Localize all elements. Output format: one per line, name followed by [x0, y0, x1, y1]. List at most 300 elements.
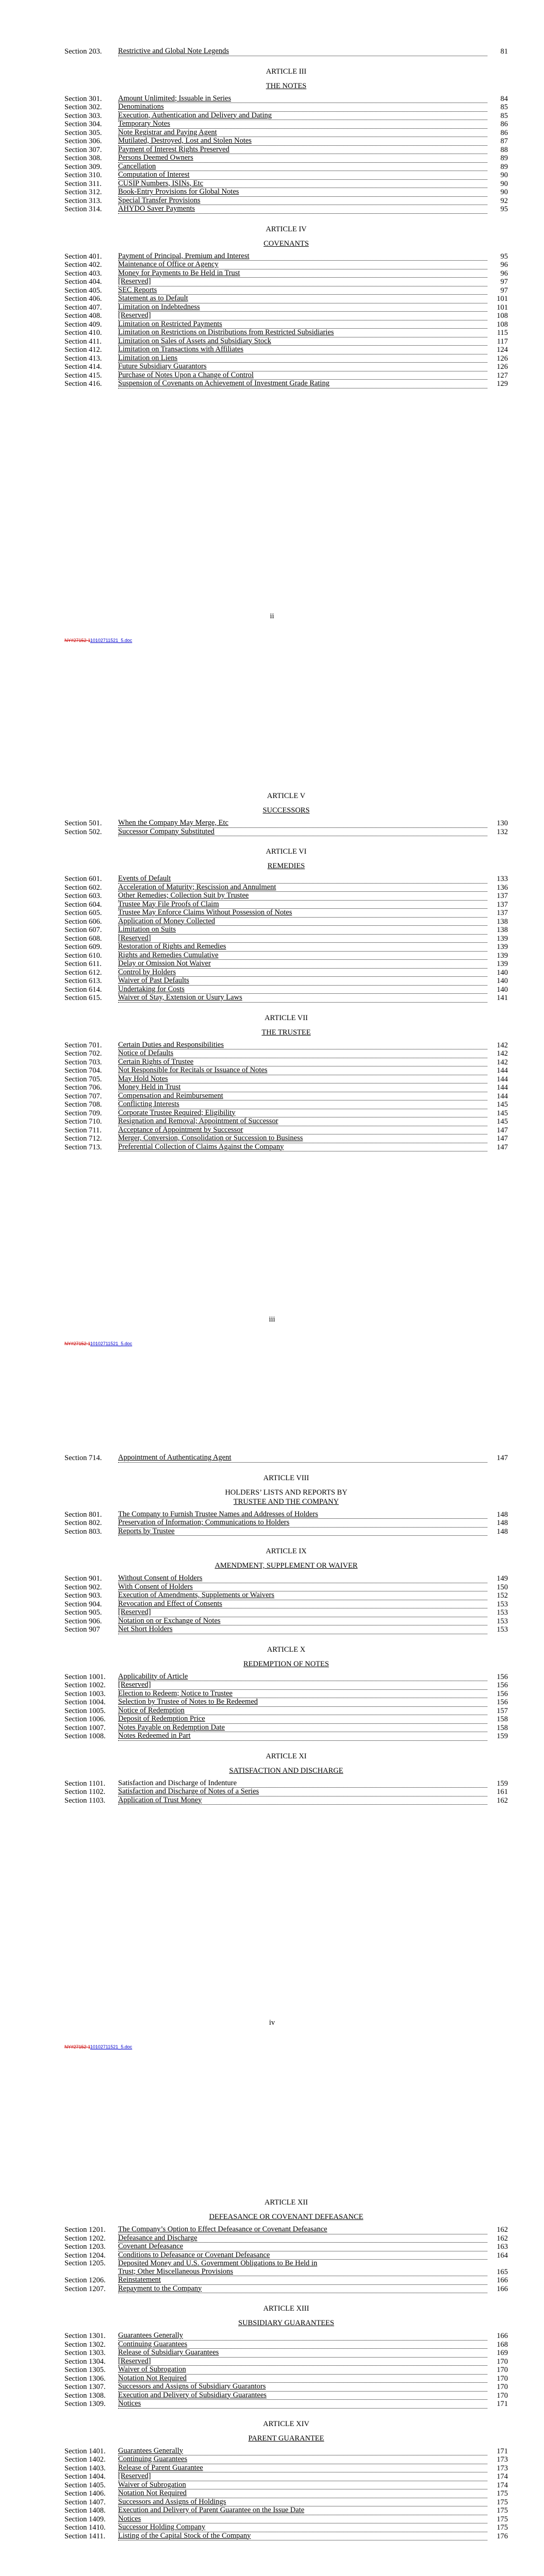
toc-entry[interactable]	[64, 2515, 508, 2524]
section-title-link[interactable]: Acceptance of Appointment by Successor	[118, 1126, 487, 1135]
section-title-link[interactable]: Limitation on Suits	[118, 926, 487, 935]
toc-entry[interactable]	[64, 1780, 508, 1788]
toc-entry[interactable]	[64, 2481, 508, 2490]
page-reference: 175	[497, 2523, 508, 2532]
section-title-link[interactable]: Trustee May Enforce Claims Without Possession of Notes	[118, 909, 487, 918]
article-label: ARTICLE V	[267, 792, 306, 800]
toc-entry[interactable]	[64, 129, 508, 138]
section-number: Section 1309.	[64, 2400, 106, 2408]
toc-entry[interactable]	[64, 1617, 508, 1626]
toc-entry[interactable]	[64, 1041, 508, 1050]
toc-entry[interactable]	[64, 269, 508, 278]
inserted-doc-id: 10102711521_5.doc	[90, 638, 133, 643]
section-title-link[interactable]: Defeasance and Discharge	[118, 2234, 487, 2243]
toc-entry[interactable]	[64, 137, 508, 146]
toc-entry[interactable]	[64, 2506, 508, 2515]
toc-entry[interactable]	[64, 977, 508, 986]
section-title-link[interactable]: Future Subsidiary Guarantors	[118, 363, 487, 371]
toc-entry[interactable]	[64, 2251, 508, 2260]
toc-entry[interactable]	[64, 197, 508, 206]
section-title-link[interactable]: Conditions to Defeasance or Covenant Defeasance	[118, 2251, 487, 2260]
section-number: Section 408.	[64, 312, 102, 320]
section-title-link[interactable]: When the Company May Merge, Etc	[118, 819, 487, 828]
section-number: Section 413.	[64, 354, 102, 363]
toc-entry[interactable]	[64, 112, 508, 121]
section-title-link[interactable]: Waiver of Subrogation	[118, 2366, 487, 2375]
section-title-link[interactable]: Book-Entry Provisions for Global Notes	[118, 188, 487, 197]
section-number: Section 1103.	[64, 1796, 106, 1805]
article-heading: THE NOTES	[266, 81, 307, 90]
section-number: Section 1201.	[64, 2226, 106, 2234]
section-title-link[interactable]: Corporate Trustee Required; Eligibility	[118, 1109, 487, 1118]
section-title-link[interactable]: Rights and Remedies Cumulative	[118, 952, 487, 960]
section-number: Section 401.	[64, 252, 102, 261]
toc-entry[interactable]	[64, 2234, 508, 2243]
section-title-link[interactable]: May Hold Notes	[118, 1075, 487, 1084]
toc-entry[interactable]	[64, 1681, 508, 1690]
section-title-link[interactable]: Amount Unlimited; Issuable in Series	[118, 95, 487, 104]
toc-entry[interactable]	[64, 146, 508, 155]
section-title-link[interactable]: Purchase of Notes Upon a Change of Control	[118, 371, 487, 380]
toc-entry[interactable]	[64, 1117, 508, 1126]
section-title-link[interactable]: [Reserved]	[118, 278, 487, 286]
inserted-doc-id: 10102711521_5.doc	[90, 2044, 133, 2049]
toc-entry[interactable]	[64, 2226, 508, 2234]
toc-entry[interactable]	[64, 1690, 508, 1699]
section-number: Section 1402.	[64, 2455, 106, 2464]
toc-entry[interactable]	[64, 286, 508, 295]
section-title-link[interactable]: Execution, Authentication and Delivery and Dating	[118, 112, 487, 121]
section-title-link[interactable]: Repayment to the Company	[118, 2285, 487, 2294]
page-number: ii	[270, 612, 274, 620]
toc-entry[interactable]	[64, 1058, 508, 1067]
section-title-link[interactable]: Application of Money Collected	[118, 918, 487, 926]
section-title-link[interactable]: Certain Duties and Responsibilities	[118, 1041, 487, 1050]
page-number: iii	[269, 1315, 275, 1324]
section-title-link[interactable]: Net Short Holders	[118, 1625, 487, 1634]
toc-entry[interactable]	[64, 103, 508, 112]
article-label: ARTICLE VI	[266, 848, 307, 856]
section-number: Section 703.	[64, 1058, 102, 1066]
toc-entry[interactable]	[64, 205, 508, 214]
section-title-link[interactable]: Temporary Notes	[118, 120, 487, 129]
section-title-link[interactable]: Release of Parent Guarantee	[118, 2464, 487, 2473]
section-title-link[interactable]: Special Transfer Provisions	[118, 197, 487, 206]
toc-entry[interactable]	[64, 892, 508, 901]
toc-entry[interactable]	[64, 1075, 508, 1084]
section-title-link[interactable]: Applicability of Article	[118, 1673, 487, 1682]
section-title-link[interactable]: Merger, Conversion, Consolidation or Succession to Business	[118, 1134, 487, 1143]
toc-entry[interactable]	[64, 1673, 508, 1682]
page-reference: 153	[497, 1625, 508, 1634]
section-title-link[interactable]: Trustee May File Proofs of Claim	[118, 901, 487, 909]
section-title-link[interactable]: Selection by Trustee of Notes to Be Redeemed	[118, 1698, 487, 1707]
section-title-link[interactable]: Waiver of Past Defaults	[118, 977, 487, 986]
section-number: Section 501.	[64, 819, 102, 827]
page-reference: 156	[497, 1698, 508, 1706]
toc-entry[interactable]	[64, 2498, 508, 2507]
section-title-link[interactable]: Satisfaction and Discharge of Notes of a Series	[118, 1788, 487, 1797]
article-label: ARTICLE IX	[266, 1547, 307, 1555]
section-number: Section 615.	[64, 994, 102, 1002]
section-number: Section 203.	[64, 47, 102, 56]
section-title-link[interactable]: Compensation and Reimbursement	[118, 1092, 487, 1101]
toc-entry[interactable]	[64, 2400, 508, 2409]
section-title-link[interactable]: Revocation and Effect of Consents	[118, 1600, 487, 1609]
toc-entry[interactable]	[64, 1528, 508, 1536]
section-title-link[interactable]: Limitation on Restricted Payments	[118, 320, 487, 329]
page-reference: 152	[497, 1591, 508, 1600]
section-number: Section 707.	[64, 1092, 102, 1100]
section-title-link[interactable]: Denominations	[118, 103, 487, 112]
toc-entry[interactable]	[64, 252, 508, 261]
section-title-link[interactable]: Limitation on Indebtedness	[118, 303, 487, 312]
section-title-link[interactable]: Money Held in Trust	[118, 1083, 487, 1092]
toc-entry[interactable]	[64, 969, 508, 977]
section-title-link[interactable]: Notation Not Required	[118, 2375, 487, 2383]
section-title-link[interactable]: Notes Redeemed in Part	[118, 1732, 487, 1741]
toc-entry[interactable]	[64, 1143, 508, 1152]
toc-entry[interactable]	[64, 1134, 508, 1143]
section-title-link[interactable]: AHYDO Saver Payments	[118, 205, 487, 214]
page-reference: 148	[497, 1519, 508, 1527]
page-reference: 126	[497, 363, 508, 371]
toc-entry[interactable]	[64, 2358, 508, 2366]
section-number: Section 305.	[64, 128, 102, 137]
section-title-link[interactable]: The Company to Furnish Trustee Names and Addresses of Holders	[118, 1511, 487, 1519]
toc-entry[interactable]	[64, 371, 508, 380]
toc-entry[interactable]	[64, 1092, 508, 1101]
toc-entry[interactable]	[64, 188, 508, 197]
toc-entry[interactable]	[64, 2285, 508, 2294]
article-heading: REDEMPTION OF NOTES	[243, 1659, 329, 1668]
toc-entry[interactable]	[64, 1724, 508, 1733]
section-title-link[interactable]: Limitation on Sales of Assets and Subsidiary Stock	[118, 337, 487, 346]
section-title-link[interactable]: Cancellation	[118, 163, 487, 172]
page-reference: 89	[500, 162, 508, 171]
toc-entry[interactable]	[64, 2472, 508, 2481]
toc-entry[interactable]	[64, 1109, 508, 1118]
section-number: Section 702.	[64, 1049, 102, 1058]
section-title-link[interactable]: Restoration of Rights and Remedies	[118, 943, 487, 952]
toc-entry[interactable]	[64, 2349, 508, 2358]
section-title-link[interactable]: Satisfaction and Discharge of Indenture	[118, 1780, 487, 1788]
section-title-link[interactable]: Acceleration of Maturity; Rescission and Annulment	[118, 884, 487, 892]
section-title-link[interactable]: Trust; Other Miscellaneous Provisions	[118, 2268, 487, 2277]
page-reference: 139	[497, 943, 508, 951]
section-title-link[interactable]: Not Responsible for Recitals or Issuance of Notes	[118, 1066, 487, 1075]
toc-entry[interactable]	[64, 163, 508, 172]
section-title-link[interactable]: [Reserved]	[118, 2358, 487, 2366]
page-reference: 147	[497, 1134, 508, 1143]
section-number: Section 711.	[64, 1126, 102, 1134]
section-title-link[interactable]: Limitation on Restrictions on Distributions from Restricted Subsidiaries	[118, 329, 487, 337]
toc-entry[interactable]	[64, 1454, 508, 1463]
toc-entry[interactable]	[64, 884, 508, 892]
toc-entry[interactable]	[64, 1698, 508, 1707]
toc-entry[interactable]	[64, 2392, 508, 2400]
document-footer-id	[64, 1341, 132, 1346]
deleted-doc-id: NY#27152-1	[64, 1341, 90, 1346]
toc-entry[interactable]	[64, 819, 508, 828]
toc-entry[interactable]	[64, 47, 508, 56]
page-reference: 175	[497, 2506, 508, 2515]
section-title-link[interactable]: Successor Holding Company	[118, 2523, 487, 2532]
toc-entry[interactable]	[64, 2375, 508, 2383]
page-reference: 96	[500, 261, 508, 269]
toc-entry[interactable]	[64, 2366, 508, 2375]
section-number: Section 904.	[64, 1600, 102, 1608]
toc-entry[interactable]	[64, 1066, 508, 1075]
toc-entry[interactable]	[64, 1625, 508, 1634]
section-title-link[interactable]: Certain Rights of Trustee	[118, 1058, 487, 1067]
section-number: Section 411.	[64, 337, 102, 346]
section-title-link[interactable]: Note Registrar and Paying Agent	[118, 129, 487, 138]
toc-entry[interactable]	[64, 926, 508, 935]
section-title-link[interactable]: Guarantees Generally	[118, 2332, 487, 2341]
toc-entry[interactable]	[64, 278, 508, 286]
toc-entry[interactable]	[64, 303, 508, 312]
section-title-link[interactable]: Notices	[118, 2400, 487, 2409]
section-title-link[interactable]: Resignation and Removal; Appointment of Successor	[118, 1117, 487, 1126]
section-title-link[interactable]: Listing of the Capital Stock of the Company	[118, 2532, 487, 2541]
page-reference: 157	[497, 1706, 508, 1715]
section-title-link[interactable]: Maintenance of Office or Agency	[118, 261, 487, 269]
toc-entry[interactable]	[64, 2489, 508, 2498]
section-title-link[interactable]: Persons Deemed Owners	[118, 154, 487, 163]
section-title-link[interactable]: Conflicting Interests	[118, 1100, 487, 1109]
section-title-link[interactable]: Application of Trust Money	[118, 1797, 487, 1805]
toc-entry[interactable]	[64, 1126, 508, 1135]
toc-entry[interactable]	[64, 95, 508, 104]
section-title-link[interactable]: Successors and Assigns of Subsidiary Guarantors	[118, 2383, 487, 2392]
section-title-link[interactable]: Restrictive and Global Note Legends	[118, 47, 487, 56]
toc-entry[interactable]	[64, 909, 508, 918]
page-reference: 139	[497, 951, 508, 960]
section-number: Section 1206.	[64, 2276, 106, 2284]
toc-entry[interactable]	[64, 312, 508, 320]
section-title-link[interactable]: Other Remedies; Collection Suit by Trustee	[118, 892, 487, 901]
toc-entry[interactable]	[64, 2523, 508, 2532]
section-number: Section 614.	[64, 985, 102, 994]
toc-entry[interactable]	[64, 1511, 508, 1519]
section-title-link[interactable]: Delay or Omission Not Waiver	[118, 960, 487, 969]
page-reference: 96	[500, 269, 508, 278]
section-title-link[interactable]: Payment of Interest Rights Preserved	[118, 146, 487, 155]
toc-entry[interactable]	[64, 952, 508, 960]
page-reference: 170	[497, 2357, 508, 2366]
toc-entry[interactable]	[64, 994, 508, 1003]
section-title-link[interactable]: Waiver of Stay, Extension or Usury Laws	[118, 994, 487, 1003]
toc-entry[interactable]	[64, 1788, 508, 1797]
toc-entry[interactable]	[64, 154, 508, 163]
toc-entry[interactable]	[64, 295, 508, 303]
section-title-link[interactable]: Reports by Trustee	[118, 1528, 487, 1536]
toc-entry[interactable]	[64, 1100, 508, 1109]
section-title-link[interactable]: Reinstatement	[118, 2276, 487, 2285]
toc-entry[interactable]	[64, 1707, 508, 1716]
section-title-link[interactable]: Preservation of Information; Communications to Holders	[118, 1519, 487, 1528]
toc-entry[interactable]	[64, 1591, 508, 1600]
section-title-link[interactable]: Continuing Guarantees	[118, 2455, 487, 2464]
section-title-link[interactable]: [Reserved]	[118, 2472, 487, 2481]
toc-entry[interactable]	[64, 337, 508, 346]
section-number: Section 406.	[64, 295, 102, 303]
section-title-link[interactable]: [Reserved]	[118, 1608, 487, 1617]
section-title-link[interactable]: Election to Redeem; Notice to Trustee	[118, 1690, 487, 1699]
toc-entry[interactable]	[64, 354, 508, 363]
toc-entry[interactable]	[64, 1715, 508, 1724]
section-title-link[interactable]: Release of Subsidiary Guarantees	[118, 2349, 487, 2358]
toc-entry[interactable]	[64, 363, 508, 371]
toc-entry[interactable]	[64, 960, 508, 969]
section-title-link[interactable]: Undertaking for Costs	[118, 986, 487, 994]
section-title-link[interactable]: Notation on or Exchange of Notes	[118, 1617, 487, 1626]
section-title-link[interactable]: Successor Company Substituted	[118, 828, 487, 837]
section-title-link[interactable]: Suspension of Covenants on Achievement of Investment Grade Rating	[118, 380, 487, 388]
section-number: Section 801.	[64, 1510, 102, 1519]
section-number: Section 1305.	[64, 2366, 106, 2374]
section-title-link[interactable]: Successors and Assigns of Holdings	[118, 2498, 487, 2507]
section-title-link[interactable]: Control by Holders	[118, 969, 487, 977]
page-reference: 147	[497, 1126, 508, 1134]
toc-entry[interactable]	[64, 2276, 508, 2285]
toc-entry[interactable]	[64, 986, 508, 994]
page-reference: 142	[497, 1041, 508, 1049]
section-title-link[interactable]: Mutilated, Destroyed, Lost and Stolen Notes	[118, 137, 487, 146]
toc-entry[interactable]	[64, 1574, 508, 1583]
article-heading-line: HOLDERS’ LISTS AND REPORTS BY	[225, 1488, 348, 1497]
section-title-link[interactable]: Preferential Collection of Claims Against the Company	[118, 1143, 487, 1152]
section-number: Section 709.	[64, 1109, 102, 1117]
toc-entry[interactable]	[64, 1797, 508, 1805]
article-label: ARTICLE IV	[266, 225, 307, 233]
page-reference: 117	[497, 337, 508, 346]
section-title-link[interactable]: Execution and Delivery of Subsidiary Guarantees	[118, 2392, 487, 2400]
section-title-link[interactable]: Deposit of Redemption Price	[118, 1715, 487, 1724]
toc-entry[interactable]	[64, 2447, 508, 2456]
section-title-link[interactable]: Notices	[118, 2515, 487, 2524]
toc-entry[interactable]	[64, 2332, 508, 2341]
section-title-link[interactable]: Money for Payments to Be Held in Trust	[118, 269, 487, 278]
section-title-link[interactable]: [Reserved]	[118, 1681, 487, 1690]
toc-entry[interactable]	[64, 2341, 508, 2349]
section-number: Section 604.	[64, 900, 102, 909]
section-title-link[interactable]: Notes Payable on Redemption Date	[118, 1724, 487, 1733]
section-title-link[interactable]: Limitation on Liens	[118, 354, 487, 363]
section-number: Section 1401.	[64, 2447, 106, 2455]
section-title-link[interactable]: [Reserved]	[118, 935, 487, 943]
section-title-link[interactable]: Execution of Amendments, Supplements or Waivers	[118, 1591, 487, 1600]
toc-entry[interactable]	[64, 2243, 508, 2251]
section-title-link[interactable]: Computation of Interest	[118, 171, 487, 180]
toc-entry[interactable]	[64, 2464, 508, 2473]
toc-entry[interactable]	[64, 1600, 508, 1609]
section-title-link[interactable]: Without Consent of Holders	[118, 1574, 487, 1583]
section-title-link[interactable]: Appointment of Authenticating Agent	[118, 1454, 487, 1463]
toc-entry[interactable]	[64, 1583, 508, 1592]
page-reference: 86	[500, 128, 508, 137]
section-number: Section 1406.	[64, 2489, 106, 2498]
section-title-link[interactable]: Payment of Principal, Premium and Interest	[118, 252, 487, 261]
section-title-link[interactable]: The Company’s Option to Effect Defeasance or Covenant Defeasance	[118, 2226, 487, 2234]
section-title-link[interactable]: Continuing Guarantees	[118, 2341, 487, 2349]
deleted-doc-id: NY#27152-1	[64, 638, 90, 643]
section-title-link[interactable]: Guarantees Generally	[118, 2447, 487, 2456]
section-number: Section 906.	[64, 1617, 102, 1625]
toc-entry[interactable]	[64, 2455, 508, 2464]
page-reference: 142	[497, 1058, 508, 1066]
toc-entry[interactable]	[64, 380, 508, 388]
page-reference: 174	[497, 2481, 508, 2489]
section-title-link[interactable]: Waiver of Subrogation	[118, 2481, 487, 2490]
toc-entry[interactable]	[64, 2532, 508, 2541]
page-reference: 159	[497, 1732, 508, 1740]
toc-entry[interactable]	[64, 320, 508, 329]
section-number: Section 1410.	[64, 2523, 106, 2532]
toc-entry[interactable]	[64, 180, 508, 189]
section-title-link[interactable]: With Consent of Holders	[118, 1583, 487, 1592]
toc-entry[interactable]	[64, 918, 508, 926]
section-title-link[interactable]: Notice of Redemption	[118, 1707, 487, 1716]
section-title-link[interactable]: Limitation on Transactions with Affiliates	[118, 346, 487, 354]
page-reference: 169	[497, 2349, 508, 2357]
toc-entry[interactable]	[64, 2268, 508, 2277]
toc-entry[interactable]	[64, 120, 508, 129]
section-number: Section 502.	[64, 827, 102, 836]
section-title-link[interactable]: Statement as to Default	[118, 295, 487, 303]
toc-entry[interactable]	[64, 171, 508, 180]
toc-entry[interactable]	[64, 935, 508, 943]
toc-entry[interactable]	[64, 828, 508, 837]
section-number: Section 1007.	[64, 1723, 106, 1732]
section-title-link[interactable]: Execution and Delivery of Parent Guarantee on the Issue Date	[118, 2506, 487, 2515]
toc-entry[interactable]	[64, 346, 508, 354]
section-title-link[interactable]: Deposited Money and U.S. Government Obligations to Be Held in	[118, 2260, 318, 2267]
section-title-link[interactable]: Notice of Defaults	[118, 1049, 487, 1058]
section-number: Section 313.	[64, 196, 102, 205]
section-number: Section 407.	[64, 303, 102, 312]
toc-entry[interactable]	[64, 1083, 508, 1092]
section-title-link[interactable]: [Reserved]	[118, 312, 487, 320]
toc-entry[interactable]	[64, 943, 508, 952]
toc-entry[interactable]	[64, 1049, 508, 1058]
section-number: Section 1405.	[64, 2481, 106, 2489]
toc-entry[interactable]	[64, 1608, 508, 1617]
toc-entry[interactable]	[64, 2260, 508, 2268]
section-number: Section 303.	[64, 111, 102, 120]
toc-entry[interactable]	[64, 1519, 508, 1528]
section-title-link[interactable]: Notation Not Required	[118, 2489, 487, 2498]
section-title-link[interactable]: SEC Reports	[118, 286, 487, 295]
toc-entry[interactable]	[64, 2383, 508, 2392]
page-reference: 92	[500, 196, 508, 205]
toc-entry[interactable]	[64, 875, 508, 884]
section-title-link[interactable]: Covenant Defeasance	[118, 2243, 487, 2251]
section-number: Section 612.	[64, 968, 102, 977]
toc-entry[interactable]	[64, 1732, 508, 1741]
section-title-link[interactable]: CUSIP Numbers, ISINs, Etc	[118, 180, 487, 189]
document-footer-id	[64, 638, 132, 643]
section-number: Section 314.	[64, 205, 102, 213]
page-reference: 124	[497, 346, 508, 354]
section-title-link[interactable]: Events of Default	[118, 875, 487, 884]
section-number: Section 613.	[64, 977, 102, 985]
toc-entry[interactable]	[64, 329, 508, 337]
toc-entry[interactable]	[64, 901, 508, 909]
section-number: Section 416.	[64, 380, 102, 388]
toc-entry[interactable]	[64, 261, 508, 269]
